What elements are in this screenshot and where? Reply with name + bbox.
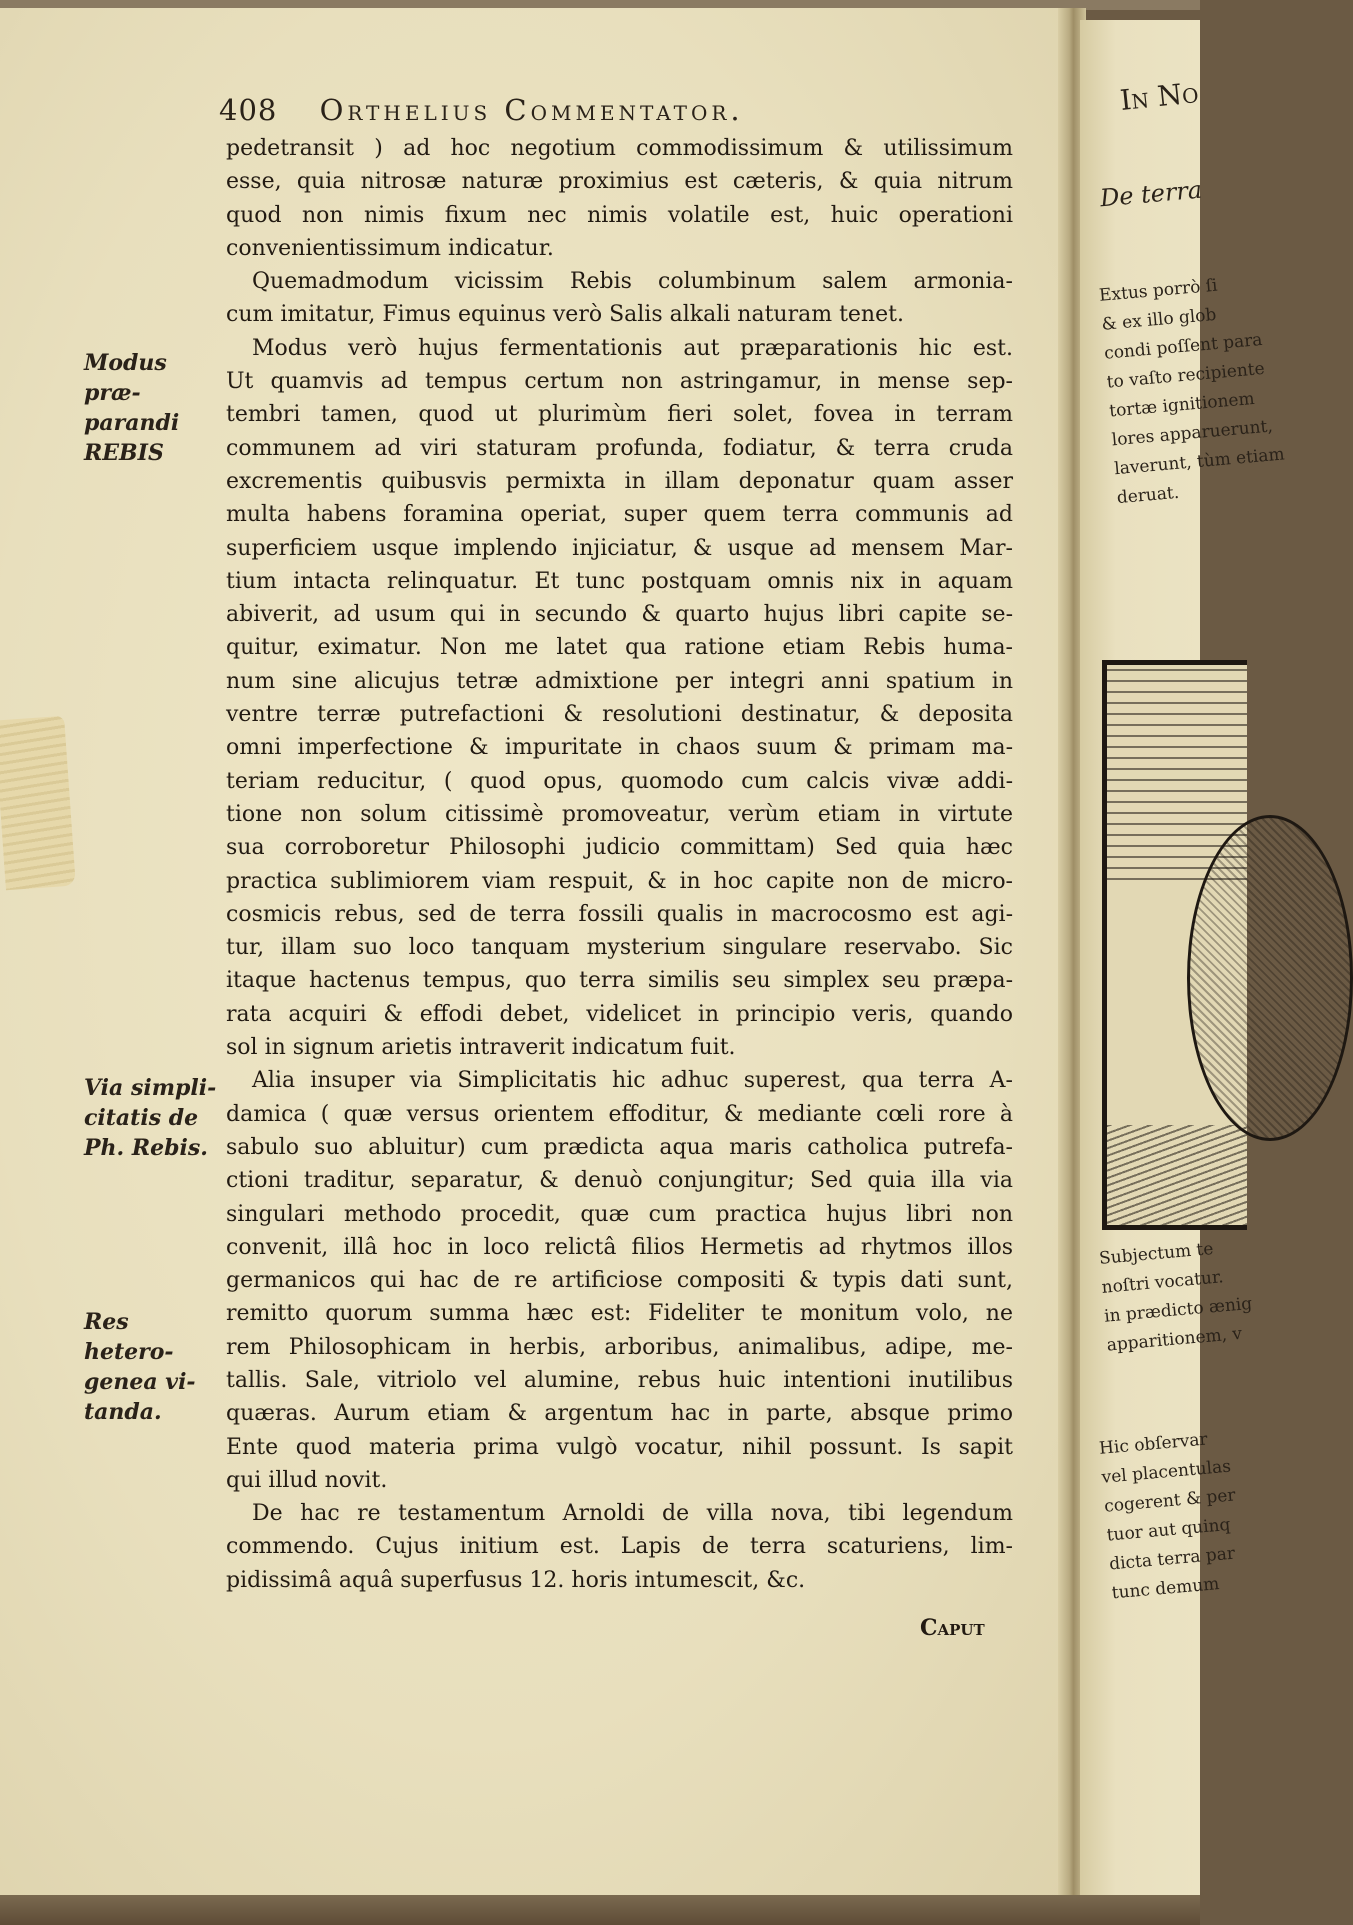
right-text-line: & ex illo glob (1100, 304, 1218, 335)
right-text-line: cogerent & per (1103, 1485, 1237, 1517)
text-line: Ut quamvis ad tempus certum non astringamur, in mense sep- (226, 369, 1013, 395)
text-line: esse, quia nitrosæ naturæ proximius est cæteris, & quia nitrum (226, 169, 1013, 195)
right-text-line: deruat. (1116, 482, 1180, 509)
running-head (219, 93, 1019, 127)
book-bottom-edge (0, 1895, 1200, 1925)
running-title: Orthelius Commentator. (319, 93, 744, 127)
main-text-block (226, 132, 1013, 1597)
text-line: Quemadmodum vicissim Rebis columbinum salem armonia- (252, 269, 1013, 295)
marginal-note-line: genea vi- (84, 1369, 196, 1395)
text-line: sua corroboretur Philosophi judicio committam) Sed quia hæc (226, 835, 1013, 861)
text-line: quæras. Aurum etiam & argentum hac in parte, absque primo (226, 1401, 1013, 1427)
right-text-line: in prædicto ænig (1103, 1293, 1253, 1327)
right-text-line: apparitionem, v (1105, 1323, 1243, 1356)
text-line: num sine alicujus tetræ admixtione per integri anni spatium in (226, 668, 1013, 694)
text-line: pedetransit ) ad hoc negotium commodissimum & utilissimum (226, 136, 1013, 161)
text-line: ctioni traditur, separatur, & denuò conjungitur; Sed quia illa via (226, 1168, 1013, 1194)
marginal-note-line: tanda. (84, 1399, 162, 1425)
right-text-line: laverunt, tùm etiam (1113, 444, 1286, 480)
right-running-head: In No (1118, 75, 1200, 118)
right-text-line: Subjectum te (1098, 1239, 1215, 1269)
marginal-note-line: Res hetero- (84, 1309, 174, 1365)
text-line: convenit, illâ hoc in loco relictâ filios Hermetis ad rhytmos illos (226, 1234, 1013, 1260)
text-line: tur, illam suo loco tanquam mysterium singulare reservabo. Sic (226, 935, 1013, 961)
text-line: ventre terræ putrefactioni & resolutioni destinatur, & deposita (226, 702, 1013, 728)
text-line: singulari methodo procedit, quæ cum practica hujus libri non (226, 1201, 1013, 1227)
right-page (1080, 20, 1286, 1900)
marginal-note-line: Via simpli- (84, 1075, 217, 1101)
marginal-note-line: Ph. Rebis. (84, 1135, 208, 1161)
text-line: pidissimâ aquâ superfusus 12. horis intumescit, &c. (226, 1567, 806, 1593)
text-line: tallis. Sale, vitriolo vel alumine, rebus huic intentioni inutilibus (226, 1367, 1013, 1393)
marginal-note-modus (84, 348, 224, 468)
text-line: rem Philosophicam in herbis, arboribus, animalibus, adipe, me- (226, 1334, 1013, 1360)
right-caption (1098, 1228, 1307, 1361)
text-line: multa habens foramina operiat, super quem terra communis ad (226, 502, 1013, 528)
text-line: damica ( quæ versus orientem effoditur, & mediante cœli rore à (226, 1101, 1013, 1127)
right-subtitle: De terra (1098, 175, 1204, 213)
text-line: remitto quorum summa hæc est: Fideliter te monitum volo, ne (226, 1301, 1013, 1327)
woodcut-globe (1187, 815, 1353, 1141)
text-line: cum imitatur, Fimus equinus verò Salis alkali naturam tenet. (226, 302, 904, 328)
text-line: abiverit, ad usum qui in secundo & quarto hujus libri capite se- (226, 602, 1013, 628)
text-line: cosmicis rebus, sed de terra fossili qualis in macrocosmo est agi- (226, 901, 1013, 927)
marginal-note-line: citatis de (84, 1105, 199, 1131)
woodcut-ground (1107, 1125, 1247, 1225)
right-text-line: to vaſto recipiente (1105, 358, 1266, 393)
right-text-top (1098, 265, 1317, 514)
text-line: excrementis quibusvis permixta in illam deponatur quam asser (226, 468, 1013, 494)
right-text-bottom (1098, 1418, 1312, 1609)
right-text-line: dicta terra par (1108, 1543, 1236, 1575)
right-text-line: tortæ ignitionem (1108, 388, 1256, 422)
right-text-line: vel placentulas (1100, 1456, 1232, 1488)
text-line: Modus verò hujus fermentationis aut præparationis hic est. (252, 335, 1013, 361)
text-line: quod non nimis fixum nec nimis volatile est, huic operationi (226, 202, 1013, 228)
page-number: 408 (219, 93, 278, 127)
marginal-note-line: parandi (84, 410, 180, 436)
text-line: Ente quod materia prima vulgò vocatur, nihil possunt. Is sapit (226, 1434, 1013, 1460)
text-line: communem ad viri staturam profunda, fodiatur, & terra cruda (226, 435, 1013, 461)
paper-tab-marker (0, 716, 76, 890)
right-text-line: condi poſſent para (1103, 329, 1264, 364)
text-line: sol in signum arietis intraverit indicatum fuit. (226, 1035, 736, 1061)
text-line: tione non solum citissimè promoveatur, verùm etiam in virtute (226, 801, 1013, 827)
text-line: Alia insuper via Simplicitatis hic adhuc superest, qua terra A- (252, 1068, 1013, 1094)
right-text-line: tuor aut quinq (1105, 1514, 1232, 1546)
text-line: teriam reducitur, ( quod opus, quomodo cum calcis vivæ addi- (226, 768, 1013, 794)
marginal-note-via-simplicitatis (84, 1073, 224, 1163)
text-line: quitur, eximatur. Non me latet qua ratione etiam Rebis huma- (226, 635, 1013, 661)
right-text-line: Extus porrò ſi (1098, 275, 1219, 306)
text-line: omni imperfectione & impuritate in chaos suum & primam ma- (226, 735, 1013, 761)
marginal-note-res-heterogenea (84, 1307, 224, 1427)
text-line: germanicos qui hac de re artificiose compositi & typis dati sunt, (226, 1268, 1013, 1294)
text-line: commendo. Cujus initium est. Lapis de terra scaturiens, lim- (226, 1534, 1013, 1560)
text-line: convenientissimum indicatur. (226, 235, 554, 261)
catchword: Caput (920, 1615, 985, 1641)
marginal-note-line: Modus præ- (84, 350, 167, 406)
text-line: De hac re testamentum Arnoldi de villa nova, tibi legendum (252, 1501, 1013, 1527)
text-line: practica sublimiorem viam respuit, & in hoc capite non de micro- (226, 868, 1013, 894)
right-text-line: tunc demum (1110, 1574, 1221, 1604)
text-line: superficiem usque implendo injiciatur, & usque ad mensem Mar- (226, 535, 1013, 561)
right-text-line: Hic obſervar (1098, 1429, 1209, 1459)
text-line: tembri tamen, quod ut plurimùm fieri solet, fovea in terram (226, 402, 1013, 428)
right-text-line: lores apparuerunt, (1110, 416, 1274, 451)
text-line: rata acquiri & effodi debet, videlicet in principio veris, quando (226, 1001, 1013, 1027)
right-text-line: noſtri vocatur. (1100, 1267, 1225, 1298)
woodcut-illustration (1102, 660, 1247, 1230)
text-line: tium intacta relinquatur. Et tunc postquam omnis nix in aquam (226, 568, 1013, 594)
text-line: qui illud novit. (226, 1467, 388, 1493)
text-line: sabulo suo abluitur) cum prædicta aqua maris catholica putrefa- (226, 1134, 1013, 1160)
text-line: itaque hactenus tempus, quo terra similis seu simplex seu præpa- (226, 968, 1013, 994)
marginal-note-line: REBIS (84, 440, 164, 466)
